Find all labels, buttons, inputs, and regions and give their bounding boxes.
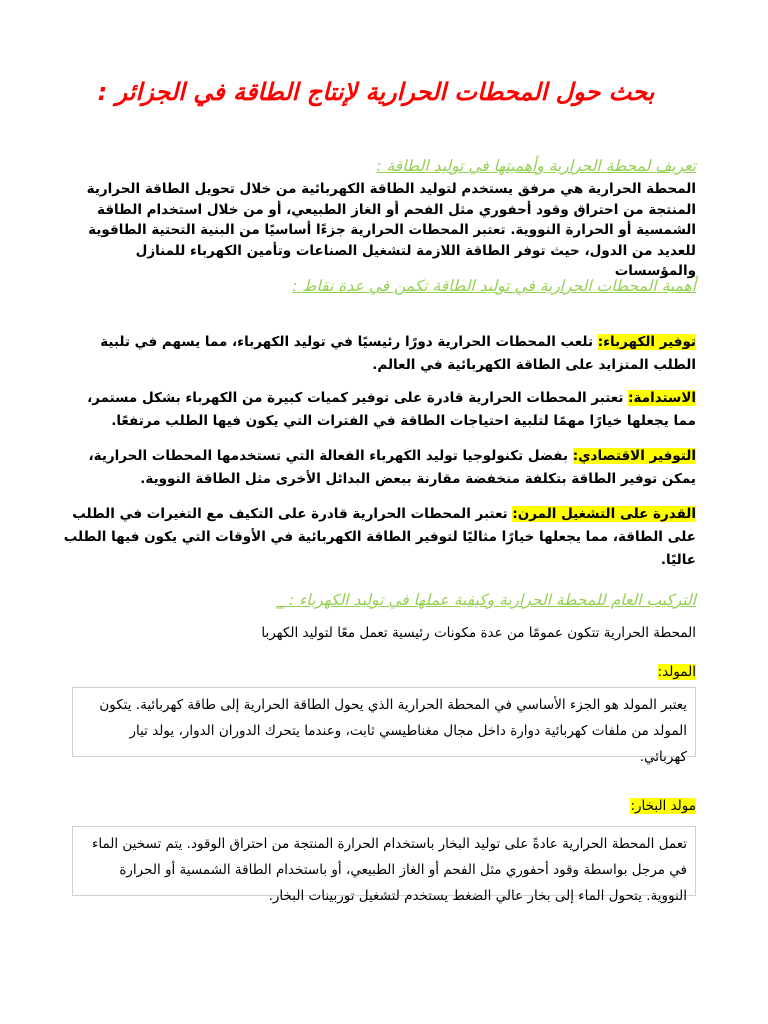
component-box-generator	[72, 687, 696, 765]
structure-intro: المحطة الحرارية تتكون عمومًا من عدة مكونات رئيسية تعمل معًا لتوليد الكهربا	[261, 625, 696, 641]
point-label: التوفير الاقتصادي:	[572, 448, 696, 464]
component-heading-steam	[60, 794, 696, 819]
section-heading-structure: التركيب العام للمحطة الحرارية وكيفية عملها في توليد الكهرباء : _	[276, 591, 696, 609]
component-text: يعتبر المولد هو الجزء الأساسي في المحطة الحرارية الذي يحول الطاقة الحرارية إلى طاقة كهربائية. يتكون المولد من ملفات كهربائية دوارة داخل مجال مغناطيسي ثابت، وعندما يتحرك الدوران الدوار، يولد تيار كهربائي.	[99, 697, 687, 765]
page-title: بحث حول المحطات الحرارية لإنتاج الطاقة في الجزائر :	[97, 78, 655, 106]
definition-paragraph: المحطة الحرارية هي مرفق يستخدم لتوليد الطاقة الكهربائية من خلال تحويل الطاقة الحرارية المنتجة من احتراق وقود أحفوري مثل الفحم أو الغاز الطبيعي، أو من خلال استخدام الطاقة الشمسية أو الحرارة النووية. تعتبر المحطات الحرارية جزءًا أساسيًا من البنية التحتية الطاقوية للعديد من الدول، حيث توفر الطاقة اللازمة لتشغيل الصناعات وتأمين الكهرباء للمنازل والمؤسسات	[86, 181, 696, 279]
section-heading-definition: تعريف لمحطة الحرارية وأهميتها في توليد الطاقة :	[376, 157, 696, 175]
importance-point	[60, 331, 696, 377]
point-text: تلعب المحطات الحرارية دورًا رئيسيًا في توليد الكهرباء، مما يسهم في تلبية الطلب المتزايد على الطاقة الكهربائية في العالم.	[100, 334, 696, 373]
point-text: تعتبر المحطات الحرارية قادرة على توفير كميات كبيرة من الكهرباء بشكل مستمر، مما يجعلها خيارًا مهمًا لتلبية احتياجات الطاقة في الفترات التي يكون فيها الطلب مرتفعًا.	[87, 390, 696, 429]
importance-point	[60, 503, 696, 572]
component-text: تعمل المحطة الحرارية عادةً على توليد البخار باستخدام الحرارة المنتجة من احتراق الوقود. يتم تسخين الماء في مرجل بواسطة وقود أحفوري مثل الفحم أو الغاز الطبيعي، أو باستخدام الطاقة الشمسية أو الحرارة النووية. يتحول الماء إلى بخار عالي الضغط يستخدم لتشغيل توربينات البخار.	[91, 836, 687, 904]
importance-point	[60, 387, 696, 433]
component-label: مولد البخار:	[630, 798, 696, 814]
section-heading-importance: أهمية المحطات الحرارية في توليد الطاقة تكمن في عدة نقاط :	[292, 277, 696, 295]
component-box-steam	[72, 826, 696, 904]
point-text: بفضل تكنولوجيا توليد الكهرباء الفعالة التي تستخدمها المحطات الحرارية، يمكن توفير الطاقة بتكلفة منخفضة مقارنة ببعض البدائل الأخرى مثل الطاقة النووية.	[88, 448, 696, 487]
component-label: المولد:	[657, 664, 696, 680]
point-label: القدرة على التشغيل المرن:	[512, 506, 696, 522]
point-label: توفير الكهرباء:	[597, 334, 696, 350]
component-heading-generator	[60, 660, 696, 685]
importance-point	[60, 445, 696, 491]
point-text: تعتبر المحطات الحرارية قادرة على التكيف مع التغيرات في الطلب على الطاقة، مما يجعلها خيارًا مثاليًا لتوفير الطاقة الكهربائية في الأوقات التي يكون فيها الطلب عاليًا.	[63, 506, 696, 568]
point-label: الاستدامة:	[628, 390, 696, 406]
